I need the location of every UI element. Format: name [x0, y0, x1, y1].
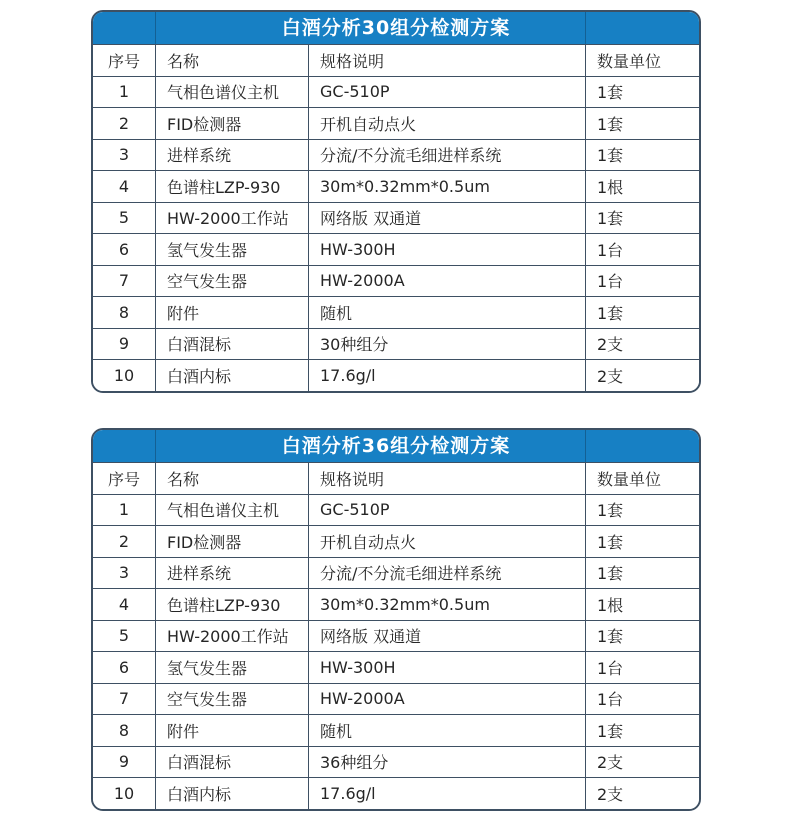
item-name-cell: 氢气发生器 — [155, 234, 308, 265]
item-quantity-cell: 2支 — [585, 747, 699, 778]
item-quantity-cell: 1台 — [585, 652, 699, 683]
title-column-divider — [155, 12, 156, 44]
table-row — [93, 328, 699, 360]
scheme-table-30-components — [91, 10, 701, 393]
item-quantity-cell: 1套 — [585, 621, 699, 652]
item-name-cell: 进样系统 — [155, 558, 308, 589]
row-index-cell: 8 — [118, 302, 130, 322]
item-quantity-cell: 2支 — [585, 778, 699, 809]
table-row — [93, 107, 699, 139]
item-name-cell: 色谱柱LZP-930 — [155, 171, 308, 202]
column-header-name: 名称 — [155, 45, 308, 76]
column-header-quantity: 数量单位 — [585, 463, 699, 494]
row-index-cell: 6 — [118, 239, 130, 259]
table-row — [93, 359, 699, 391]
scheme-table-36-components — [91, 428, 701, 811]
table-row — [93, 651, 699, 683]
item-name-cell: HW-2000工作站 — [155, 621, 308, 652]
table-row — [93, 683, 699, 715]
item-name-cell: 色谱柱LZP-930 — [155, 589, 308, 620]
row-index-cell: 3 — [118, 563, 130, 583]
table-row — [93, 233, 699, 265]
item-quantity-cell: 1台 — [585, 234, 699, 265]
item-spec-cell: 36种组分 — [308, 747, 585, 778]
column-header-index: 序号 — [107, 51, 140, 71]
item-quantity-cell: 1根 — [585, 171, 699, 202]
item-quantity-cell: 1台 — [585, 684, 699, 715]
item-spec-cell: HW-300H — [308, 652, 585, 683]
item-quantity-cell: 2支 — [585, 360, 699, 391]
item-spec-cell: 网络版 双通道 — [308, 203, 585, 234]
column-header-spec: 规格说明 — [308, 463, 585, 494]
item-name-cell: 空气发生器 — [155, 266, 308, 297]
table-row — [93, 746, 699, 778]
table-row — [93, 777, 699, 809]
row-index-cell: 2 — [118, 113, 130, 133]
row-index-cell: 6 — [118, 657, 130, 677]
item-spec-cell: GC-510P — [308, 77, 585, 108]
item-spec-cell: 开机自动点火 — [308, 526, 585, 557]
title-column-divider — [155, 430, 156, 462]
table-row — [93, 139, 699, 171]
item-quantity-cell: 1套 — [585, 108, 699, 139]
item-name-cell: FID检测器 — [155, 108, 308, 139]
item-spec-cell: HW-2000A — [308, 266, 585, 297]
row-index-cell: 4 — [118, 594, 130, 614]
item-name-cell: 附件 — [155, 715, 308, 746]
item-name-cell: 气相色谱仪主机 — [155, 495, 308, 526]
table-header-row — [93, 44, 699, 76]
item-name-cell: 白酒混标 — [155, 747, 308, 778]
column-header-quantity: 数量单位 — [585, 45, 699, 76]
item-spec-cell: 分流/不分流毛细进样系统 — [308, 140, 585, 171]
table-row — [93, 202, 699, 234]
item-quantity-cell: 1套 — [585, 77, 699, 108]
item-name-cell: 白酒混标 — [155, 329, 308, 360]
row-index-cell: 2 — [118, 531, 130, 551]
item-name-cell: 附件 — [155, 297, 308, 328]
table-title-bar — [93, 12, 699, 44]
item-name-cell: HW-2000工作站 — [155, 203, 308, 234]
column-header-spec: 规格说明 — [308, 45, 585, 76]
item-name-cell: 白酒内标 — [155, 360, 308, 391]
item-spec-cell: HW-2000A — [308, 684, 585, 715]
item-quantity-cell: 1台 — [585, 266, 699, 297]
table-title: 白酒分析30组分检测方案 — [281, 17, 511, 39]
column-header-index: 序号 — [107, 469, 140, 489]
table-header-row — [93, 462, 699, 494]
item-name-cell: 气相色谱仪主机 — [155, 77, 308, 108]
row-index-cell: 8 — [118, 720, 130, 740]
item-quantity-cell: 1套 — [585, 297, 699, 328]
table-row — [93, 525, 699, 557]
table-row — [93, 170, 699, 202]
title-column-divider — [585, 430, 586, 462]
item-name-cell: 空气发生器 — [155, 684, 308, 715]
table-row — [93, 620, 699, 652]
title-column-divider — [585, 12, 586, 44]
item-spec-cell: 分流/不分流毛细进样系统 — [308, 558, 585, 589]
item-quantity-cell: 2支 — [585, 329, 699, 360]
item-spec-cell: 30m*0.32mm*0.5um — [308, 589, 585, 620]
item-quantity-cell: 1套 — [585, 495, 699, 526]
item-quantity-cell: 1根 — [585, 589, 699, 620]
table-title-bar — [93, 430, 699, 462]
item-name-cell: 氢气发生器 — [155, 652, 308, 683]
table-row — [93, 557, 699, 589]
row-index-cell: 1 — [118, 82, 130, 102]
item-spec-cell: 17.6g/l — [308, 778, 585, 809]
column-header-name: 名称 — [155, 463, 308, 494]
item-spec-cell: 随机 — [308, 715, 585, 746]
item-quantity-cell: 1套 — [585, 203, 699, 234]
table-row — [93, 494, 699, 526]
item-spec-cell: 17.6g/l — [308, 360, 585, 391]
item-spec-cell: 开机自动点火 — [308, 108, 585, 139]
item-quantity-cell: 1套 — [585, 558, 699, 589]
item-spec-cell: 随机 — [308, 297, 585, 328]
row-index-cell: 9 — [118, 752, 130, 772]
table-row — [93, 296, 699, 328]
item-spec-cell: 30种组分 — [308, 329, 585, 360]
row-index-cell: 3 — [118, 145, 130, 165]
item-spec-cell: HW-300H — [308, 234, 585, 265]
item-quantity-cell: 1套 — [585, 715, 699, 746]
item-name-cell: 白酒内标 — [155, 778, 308, 809]
table-row — [93, 588, 699, 620]
row-index-cell: 10 — [113, 365, 135, 385]
item-spec-cell: 30m*0.32mm*0.5um — [308, 171, 585, 202]
table-body — [93, 494, 699, 809]
row-index-cell: 7 — [118, 271, 130, 291]
item-spec-cell: 网络版 双通道 — [308, 621, 585, 652]
table-row — [93, 265, 699, 297]
table-row — [93, 76, 699, 108]
item-quantity-cell: 1套 — [585, 526, 699, 557]
item-name-cell: FID检测器 — [155, 526, 308, 557]
row-index-cell: 9 — [118, 334, 130, 354]
row-index-cell: 4 — [118, 176, 130, 196]
item-name-cell: 进样系统 — [155, 140, 308, 171]
item-quantity-cell: 1套 — [585, 140, 699, 171]
row-index-cell: 7 — [118, 689, 130, 709]
row-index-cell: 10 — [113, 783, 135, 803]
table-title: 白酒分析36组分检测方案 — [281, 435, 511, 457]
row-index-cell: 5 — [118, 626, 130, 646]
item-spec-cell: GC-510P — [308, 495, 585, 526]
row-index-cell: 5 — [118, 208, 130, 228]
table-body — [93, 76, 699, 391]
row-index-cell: 1 — [118, 500, 130, 520]
table-row — [93, 714, 699, 746]
